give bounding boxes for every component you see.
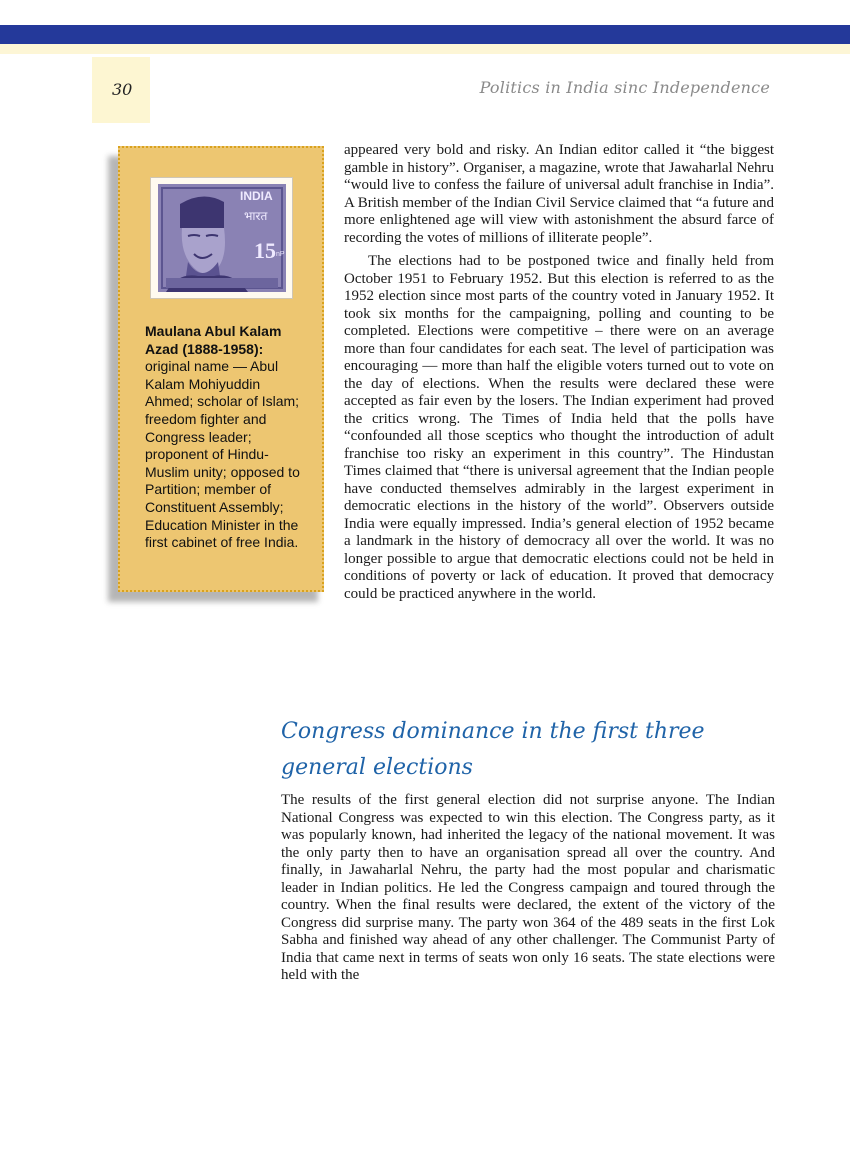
postage-stamp-image [150,177,293,299]
header-band-blue [0,25,850,44]
paragraph-2: The elections had to be postponed twice and finally held from October 1951 to February 1952. But this election is referred to as the 1952 election since most parts of the country voted in January 1952. It took six months for the campaigning, polling and counting to be completed. Elections were competitive – there were on an average more than four candidates for each seat. The level of participation was encouraging — more than half the eligible voters turned out to vote on the day of elections. When the results were declared these were accepted as fair even by the losers. The Indian experiment had proved the critics wrong. The Times of India held that the polls have “confounded all those sceptics who thought the introduction of adult franchise too risky an experiment in this country”. The Hindustan Times claimed that “there is universal agreement that the Indian people have conducted themselves admirably in the largest experiment in democratic elections in the history of the world”. Observers outside India were equally impressed. India’s general election of 1952 became a landmark in the history of democracy all over the world. It was no longer possible to argue that democratic elections could not be held in conditions of poverty or lack of education. It proved that democracy could be practiced anywhere in the world. [344,253,774,602]
stamp-script: भारत [244,209,268,223]
caption-body: original name — Abul Kalam Mohiyuddin Ahmed; scholar of Islam; freedom fighter and Congress leader; proponent of Hindu-Muslim unity; opposed to Partition; member of Constituent Assembly; Education Minister in the first cabinet of free India. [145,358,300,551]
stamp-country: INDIA [240,189,273,203]
section-heading-line-2: general elections [281,755,473,780]
stamp-value: 15 [254,238,276,263]
section-heading-line-1: Congress dominance in the first three [281,719,705,744]
running-head: Politics in India sinc Independence [479,78,770,97]
stamp-portrait [158,184,286,292]
paragraph-3: The results of the first general election did not surprise anyone. The Indian National Congress was expected to win this election. The Congress party, as it was popularly known, had inherited the legacy of the national movement. It was the only party then to have an organisation spread all over the country. And finally, in Jawaharlal Nehru, the party had the most popular and charismatic leader in Indian politics. He led the Congress campaign and toured through the country. When the final results were declared, the extent of the victory of the Congress did surprise many. The party won 364 of the 489 seats in the first Lok Sabha and finished way ahead of any other challenger. The Communist Party of India that came next in terms of seats won only 16 seats. The state elections were held with the [281,792,775,983]
body-column-upper [344,142,774,609]
page-number: 30 [112,80,133,99]
section-heading [281,714,731,786]
caption-name: Maulana Abul Kalam Azad (1888-1958): [145,323,282,357]
paragraph-1: appeared very bold and risky. An Indian editor called it “the biggest gamble in history”. Organiser, a magazine, wrote that Jawaharlal Nehru “would live to confess the failure of universal adult franchise in India”. A British member of the Indian Civil Service claimed that “a future and more enlightened age will view with astonishment the absurd farce of recording the votes of millions of illiterate people”. [344,142,774,246]
stamp-unit: nP [276,251,285,258]
body-column-lower [281,792,775,985]
header-band-cream [0,44,850,54]
sidebar-caption [145,323,305,552]
